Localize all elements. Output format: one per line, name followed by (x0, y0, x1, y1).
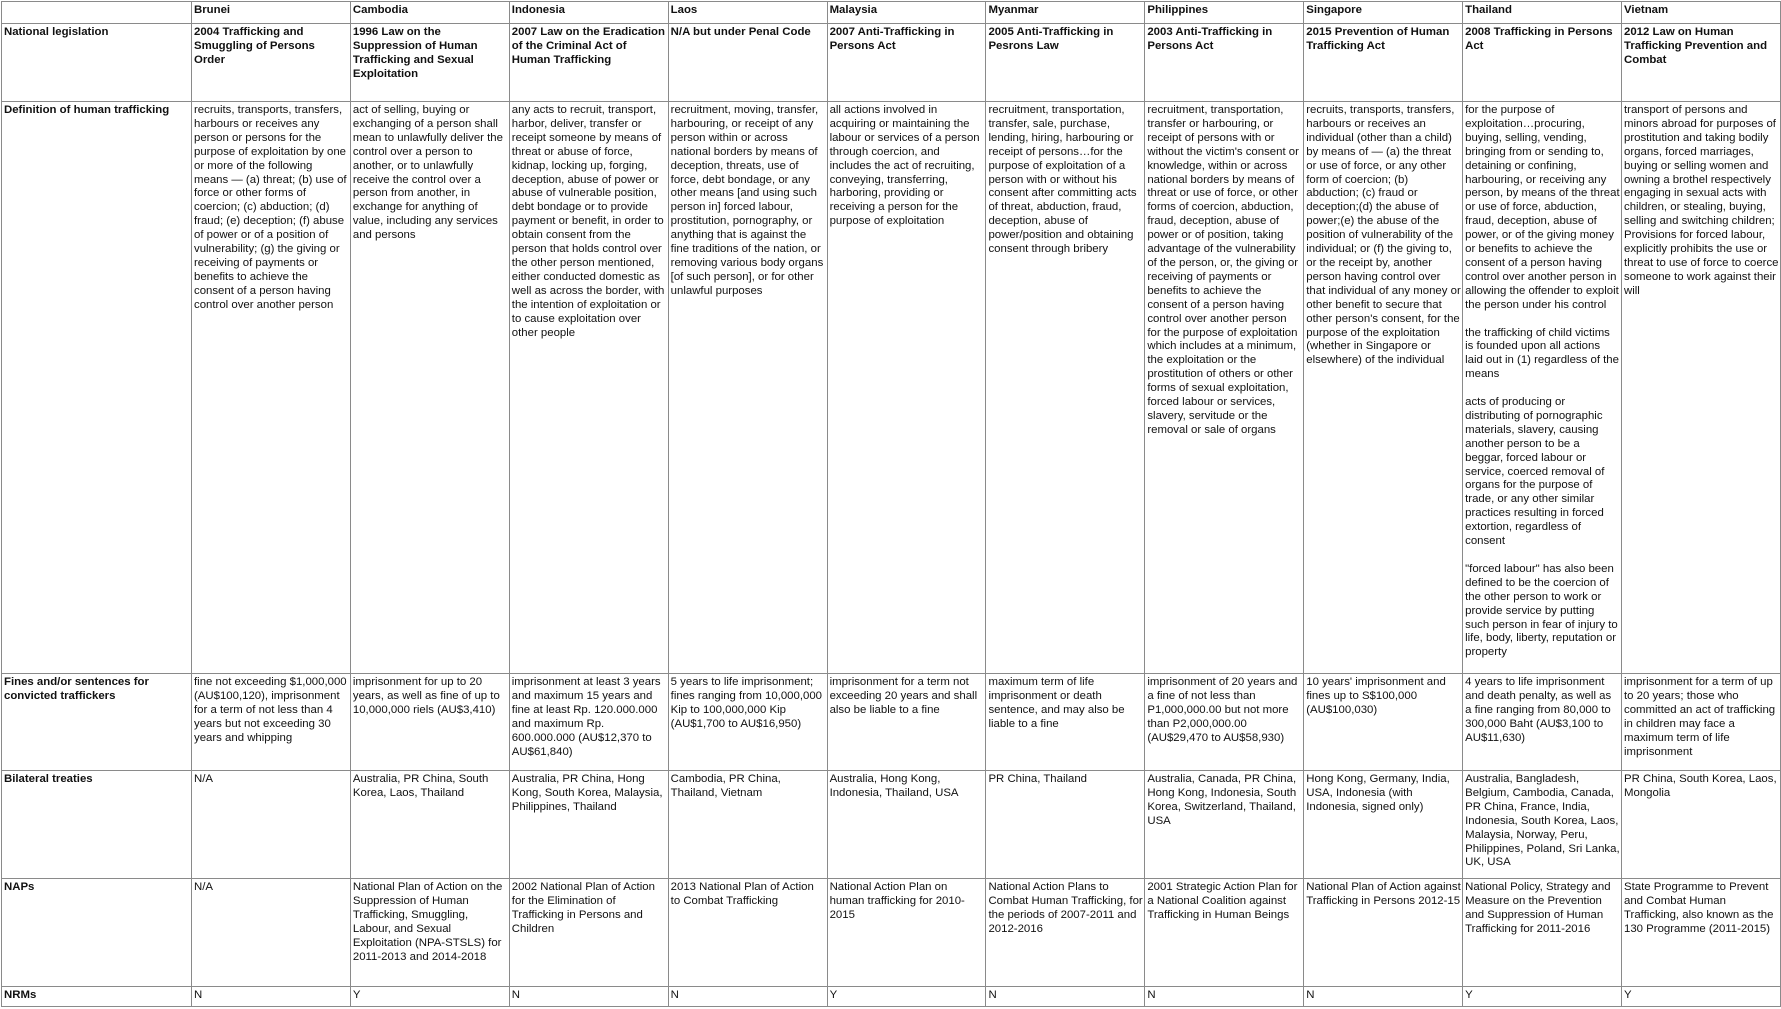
table-cell: recruitment, transportation, transfer, sale, purchase, lending, hiring, harbouring or receipt of persons…for the purpose of exploitation of a person with or without his consent after committing acts of threat, abduction, fraud, deception, abuse of power/position and obtaining consent through bribery (986, 102, 1145, 674)
country-header-thailand: Thailand (1463, 2, 1622, 24)
table-cell: 2012 Law on Human Trafficking Prevention and Combat (1622, 24, 1781, 102)
table-cell: 1996 Law on the Suppression of Human Trafficking and Sexual Exploitation (350, 24, 509, 102)
table-cell: imprisonment at least 3 years and maximum 15 years and fine at least Rp. 120.000.000 and maximum Rp. 600.000.000 (AU$12,370 to AU$61,840) (509, 674, 668, 771)
table-cell: Australia, Bangladesh, Belgium, Cambodia, Canada, PR China, France, India, Indonesia, South Korea, Laos, Malaysia, Norway, Peru, Philippines, Poland, Sri Lanka, UK, USA (1463, 771, 1622, 879)
country-header-singapore: Singapore (1304, 2, 1463, 24)
trafficking-comparison-table (1, 1, 1781, 1007)
table-row-fines (2, 674, 1781, 771)
table-cell: transport of persons and minors abroad for purposes of prostitution and taking bodily organs, forced marriages, buying or selling women and owning a brothel respectively engaging in sexual acts with children, or stealing, buying, selling and switching children; Provisions for forced labour, explicitly prohibits the use or threat to use of force to coerce someone to work against their will (1622, 102, 1781, 674)
table-row-nrms (2, 987, 1781, 1007)
table-cell: 2008 Trafficking in Persons Act (1463, 24, 1622, 102)
table-cell: PR China, Thailand (986, 771, 1145, 879)
table-cell: N/A (192, 879, 351, 987)
table-cell: 2015 Prevention of Human Trafficking Act (1304, 24, 1463, 102)
table-cell: National Policy, Strategy and Measure on the Prevention and Suppression of Human Trafficking for 2011-2016 (1463, 879, 1622, 987)
table-cell: 2007 Law on the Eradication of the Criminal Act of Human Trafficking (509, 24, 668, 102)
row-header: NRMs (2, 987, 192, 1007)
corner-cell (2, 2, 192, 24)
table-cell: N (509, 987, 668, 1007)
table-cell: for the purpose of exploitation…procuring, buying, selling, vending, bringing from or sending to, detaining or confining, harbouring, or receiving any person, by means of the threat or use of force, abduction, fraud, deception, abuse of power, or of the giving money or benefits to achieve the consent of a person having control over another person in allowing the offender to exploit the person under his control the trafficking of child victims is founded upon all actions laid out in (1) regardless of the means acts of producing or distributing of pornographic materials, slavery, causing another person to be a beggar, forced labour or service, coerced removal of organs for the purpose of trade, or any other similar practices resulting in forced extortion, regardless of consent "forced labour" has also been defined to be the coercion of the other person to work or provide service by putting such person in fear of injury to life, body, liberty, reputation or property (1463, 102, 1622, 674)
table-cell: fine not exceeding $1,000,000 (AU$100,120), imprisonment for a term of not less than 4 years but not exceeding 30 years and whipping (192, 674, 351, 771)
table-cell: Hong Kong, Germany, India, USA, Indonesia (with Indonesia, signed only) (1304, 771, 1463, 879)
country-header-laos: Laos (668, 2, 827, 24)
table-cell: imprisonment for up to 20 years, as well as fine of up to 10,000,000 riels (AU$3,410) (350, 674, 509, 771)
table-cell: any acts to recruit, transport, harbor, deliver, transfer or receipt someone by means of threat or abuse of force, kidnap, locking up, forging, deception, abuse of power or abuse of vulnerable position, debt bondage or to provide payment or benefit, in order to obtain consent from the person that holds control over the other person mentioned, either conducted domestic as well as across the border, with the intention of exploitation or to cause exploitation over other people (509, 102, 668, 674)
table-cell: National Plan of Action against Trafficking in Persons 2012-15 (1304, 879, 1463, 987)
table-cell: 4 years to life imprisonment and death penalty, as well as a fine ranging from 80,000 to 300,000 Baht (AU$3,100 to AU$11,630) (1463, 674, 1622, 771)
country-header-indonesia: Indonesia (509, 2, 668, 24)
table-row-naps (2, 879, 1781, 987)
table-cell: Y (1463, 987, 1622, 1007)
table-row-bilateral-treaties (2, 771, 1781, 879)
table-cell: all actions involved in acquiring or maintaining the labour or services of a person through coercion, and includes the act of recruiting, conveying, transferring, harboring, providing or receiving a person for the purpose of exploitation (827, 102, 986, 674)
header-row (2, 2, 1781, 24)
table-cell: 2013 National Plan of Action to Combat Trafficking (668, 879, 827, 987)
table-cell: N (1304, 987, 1463, 1007)
country-header-brunei: Brunei (192, 2, 351, 24)
country-header-malaysia: Malaysia (827, 2, 986, 24)
table-cell: Australia, PR China, South Korea, Laos, Thailand (350, 771, 509, 879)
table-cell: N (668, 987, 827, 1007)
table-row-definition (2, 102, 1781, 674)
table-cell: recruits, transports, transfers, harbours or receives an individual (other than a child) by means of — (a) the threat or use of force, or any other form of coercion; (b) abduction; (c) fraud or deception;(d) the abuse of power;(e) the abuse of the position of vulnerability of the individual; or (f) the giving to, or the receipt by, another person having control over that individual of any money or other benefit to secure that other person's consent, for the purpose of the exploitation (whether in Singapore or elsewhere) of the individual (1304, 102, 1463, 674)
country-header-cambodia: Cambodia (350, 2, 509, 24)
table-cell: imprisonment of 20 years and a fine of not less than P1,000,000.00 but not more than P2,000,000.00 (AU$29,470 to AU$58,930) (1145, 674, 1304, 771)
table-cell: 2002 National Plan of Action for the Elimination of Trafficking in Persons and Children (509, 879, 668, 987)
table-cell: N (1145, 987, 1304, 1007)
row-header: NAPs (2, 879, 192, 987)
table-cell: Cambodia, PR China, Thailand, Vietnam (668, 771, 827, 879)
table-cell: Y (350, 987, 509, 1007)
table-cell: N (192, 987, 351, 1007)
country-header-myanmar: Myanmar (986, 2, 1145, 24)
table-cell: N/A (192, 771, 351, 879)
table-cell: Australia, Hong Kong, Indonesia, Thailand, USA (827, 771, 986, 879)
table-cell: Y (827, 987, 986, 1007)
table-cell: recruitment, moving, transfer, harbouring, or receipt of any person within or across national borders by means of deception, threats, use of force, debt bondage, or any other means [and using such person in] forced labour, prostitution, pornography, or anything that is against the fine traditions of the nation, or removing various body organs [of such person], or for other unlawful purposes (668, 102, 827, 674)
table-cell: 2007 Anti-Trafficking in Persons Act (827, 24, 986, 102)
table-cell: 2001 Strategic Action Plan for a National Coalition against Trafficking in Human Beings (1145, 879, 1304, 987)
table-cell: imprisonment for a term of up to 20 years; those who committed an act of trafficking in children may face a maximum term of life imprisonment (1622, 674, 1781, 771)
table-cell: 2003 Anti-Trafficking in Persons Act (1145, 24, 1304, 102)
table-cell: PR China, South Korea, Laos, Mongolia (1622, 771, 1781, 879)
table-cell: recruits, transports, transfers, harbours or receives any person or persons for the purpose of exploitation by one or more of the following means — (a) threat; (b) use of force or other forms of coercion; (c) abduction; (d) fraud; (e) deception; (f) abuse of power or of a position of vulnerability; (g) the giving or receiving of payments or benefits to achieve the consent of a person having control over another person (192, 102, 351, 674)
row-header: National legislation (2, 24, 192, 102)
table-cell: National Plan of Action on the Suppression of Human Trafficking, Smuggling, Labour, and Sexual Exploitation (NPA-STSLS) for 2011-2013 and 2014-2018 (350, 879, 509, 987)
table-cell: State Programme to Prevent and Combat Human Trafficking, also known as the 130 Programme (2011-2015) (1622, 879, 1781, 987)
table-cell: National Action Plans to Combat Human Trafficking, for the periods of 2007-2011 and 2012-2016 (986, 879, 1145, 987)
table-cell: maximum term of life imprisonment or death sentence, and may also be liable to a fine (986, 674, 1145, 771)
table-cell: N (986, 987, 1145, 1007)
table-cell: N/A but under Penal Code (668, 24, 827, 102)
table-cell: Y (1622, 987, 1781, 1007)
table-row-national-legislation (2, 24, 1781, 102)
table-cell: 10 years' imprisonment and fines up to S$100,000 (AU$100,030) (1304, 674, 1463, 771)
row-header: Bilateral treaties (2, 771, 192, 879)
country-header-philippines: Philippines (1145, 2, 1304, 24)
table-cell: Australia, Canada, PR China, Hong Kong, Indonesia, South Korea, Switzerland, Thailand, USA (1145, 771, 1304, 879)
table-cell: imprisonment for a term not exceeding 20 years and shall also be liable to a fine (827, 674, 986, 771)
row-header: Fines and/or sentences for convicted traffickers (2, 674, 192, 771)
table-cell: 2005 Anti-Trafficking in Pesrons Law (986, 24, 1145, 102)
table-cell: Australia, PR China, Hong Kong, South Korea, Malaysia, Philippines, Thailand (509, 771, 668, 879)
table-cell: recruitment, transportation, transfer or harbouring, or receipt of persons with or without the victim's consent or knowledge, within or across national borders by means of threat or use of force, or other forms of coercion, abduction, fraud, deception, abuse of power or of position, taking advantage of the vulnerability of the person, or, the giving or receiving of payments or benefits to achieve the consent of a person having control over another person for the purpose of exploitation which includes at a minimum, the exploitation or the prostitution of others or other forms of sexual exploitation, forced labour or services, slavery, servitude or the removal or sale of organs (1145, 102, 1304, 674)
row-header: Definition of human trafficking (2, 102, 192, 674)
table-cell: 5 years to life imprisonment; fines ranging from 10,000,000 Kip to 100,000,000 Kip (AU$1,700 to AU$16,950) (668, 674, 827, 771)
table-cell: National Action Plan on human trafficking for 2010-2015 (827, 879, 986, 987)
table-cell: 2004 Trafficking and Smuggling of Persons Order (192, 24, 351, 102)
country-header-vietnam: Vietnam (1622, 2, 1781, 24)
table-cell: act of selling, buying or exchanging of a person shall mean to unlawfully deliver the control over a person to another, or to unlawfully receive the control over a person from another, in exchange for anything of value, including any services and persons (350, 102, 509, 674)
